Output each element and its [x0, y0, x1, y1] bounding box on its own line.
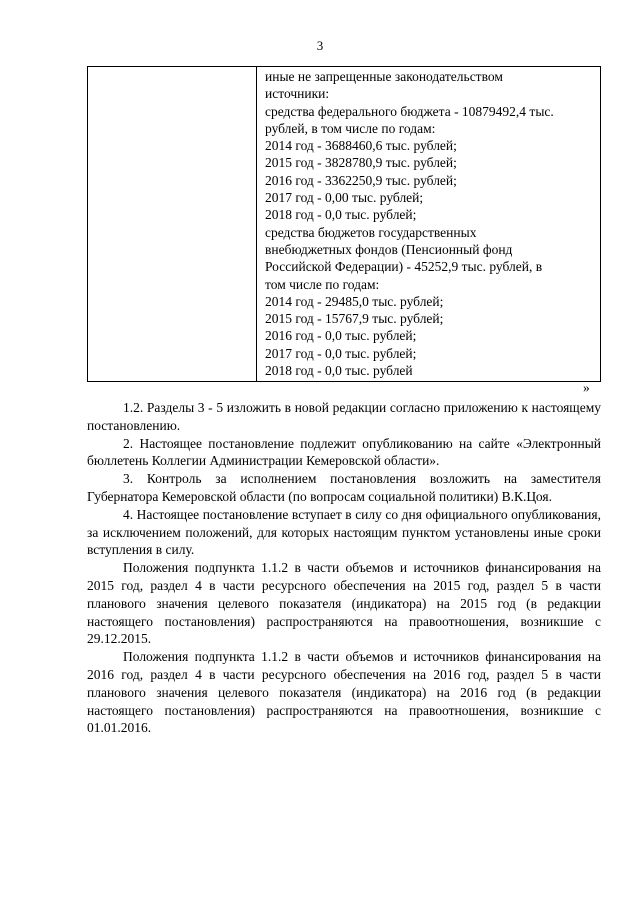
- funding-table: [87, 66, 601, 382]
- cell-line: внебюджетных фондов (Пенсионный фонд: [265, 241, 513, 257]
- cell-line: 2014 год - 29485,0 тыс. рублей;: [265, 293, 444, 309]
- paragraph: 2. Настоящее постановление подлежит опубликованию на сайте «Электронный бюллетень Коллегии Администрации Кемеровской области».: [87, 435, 601, 469]
- paragraph: 1.2. Разделы 3 - 5 изложить в новой редакции согласно приложению к настоящему постановлению.: [87, 400, 601, 433]
- cell-line: 2017 год - 0,0 тыс. рублей;: [265, 345, 417, 361]
- cell-line: 2018 год - 0,0 тыс. рублей;: [265, 207, 417, 223]
- cell-line: 2016 год - 0,0 тыс. рублей;: [265, 328, 417, 344]
- paragraph: Положения подпункта 1.1.2 в части объемов и источников финансирования на 2015 год, раздел 4 в части ресурсного обеспечения на 2015 год, раздел 5 в части планового значения целевого показателя (индикатора) на 2015 год (в редакции настоящего постановления) распространяются на правоотношения, возникшие с 29.12.2015.: [87, 560, 601, 647]
- paragraph: 4. Настоящее постановление вступает в силу со дня официального опубликования, за исключением положений, для которых настоящим пунктом установлены иные сроки вступления в силу.: [87, 506, 601, 558]
- table-cell-funding: [257, 67, 601, 382]
- paragraph: Положения подпункта 1.1.2 в части объемов и источников финансирования на 2016 год, раздел 4 в части ресурсного обеспечения на 2016 год, раздел 5 в части планового значения целевого показателя (индикатора) на 2016 год (в редакции настоящего постановления) распространяются на правоотношения, возникшие с 01.01.2016.: [87, 649, 601, 736]
- closing-quote: »: [583, 380, 590, 395]
- cell-line: средства бюджетов государственных: [265, 224, 477, 240]
- cell-line: 2017 год - 0,00 тыс. рублей;: [265, 190, 424, 206]
- document-body: [87, 399, 601, 737]
- cell-line: 2014 год - 3688460,6 тыс. рублей;: [265, 138, 457, 154]
- cell-line: средства федерального бюджета - 10879492,4 тыс.: [265, 103, 554, 119]
- cell-line: 2018 год - 0,0 тыс. рублей: [265, 363, 413, 379]
- page-number: 3: [316, 38, 324, 53]
- cell-line: источники:: [265, 86, 330, 102]
- table-row: [88, 67, 601, 382]
- table-cell-label: [88, 67, 257, 382]
- cell-line: иные не запрещенные законодательством: [265, 69, 503, 84]
- cell-line: том числе по годам:: [265, 276, 380, 292]
- cell-line: рублей, в том числе по годам:: [265, 120, 436, 136]
- cell-line: Российской Федерации) - 45252,9 тыс. рублей, в: [265, 259, 543, 275]
- cell-line: 2016 год - 3362250,9 тыс. рублей;: [265, 172, 457, 188]
- cell-line: 2015 год - 3828780,9 тыс. рублей;: [265, 155, 457, 171]
- paragraph: 3. Контроль за исполнением постановления возложить на заместителя Губернатора Кемеровской области (по вопросам социальной политики) В.К.Цоя.: [87, 471, 601, 504]
- cell-line: 2015 год - 15767,9 тыс. рублей;: [265, 311, 444, 327]
